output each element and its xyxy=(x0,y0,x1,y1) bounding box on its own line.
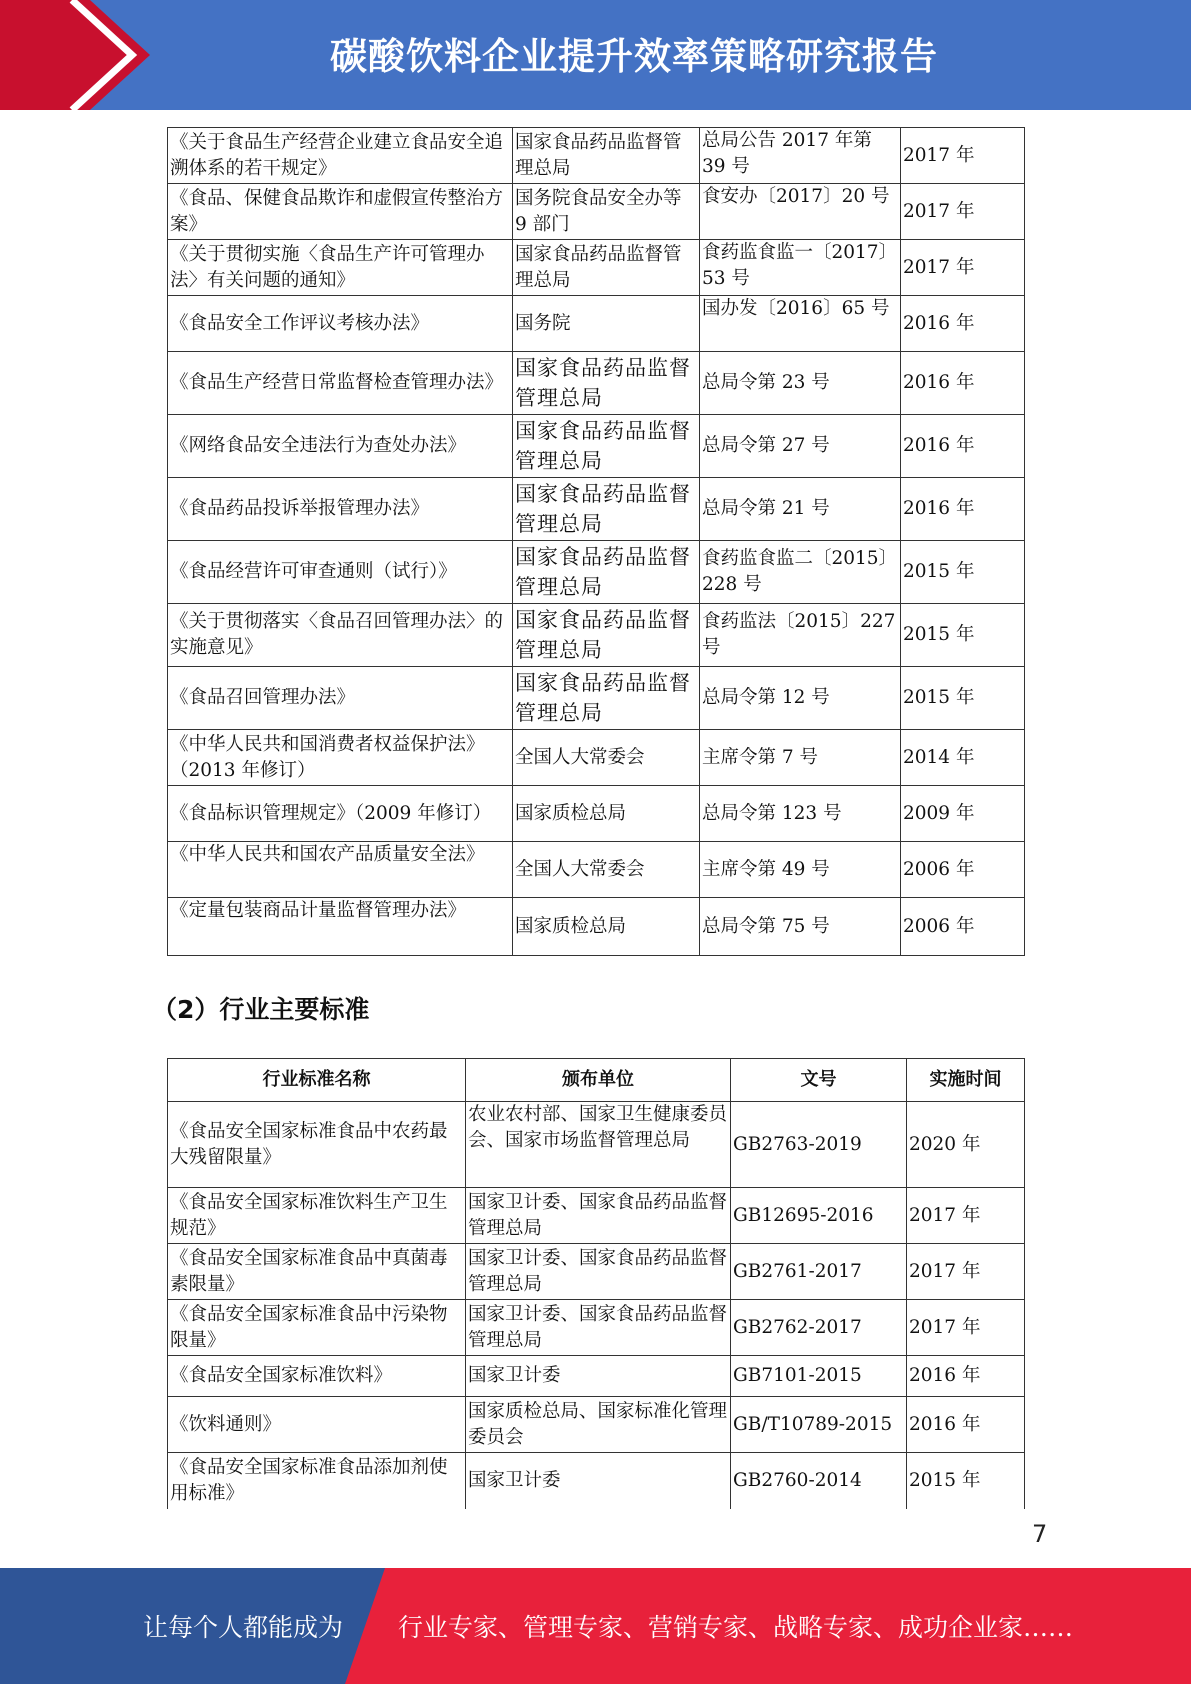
table-row xyxy=(168,604,1025,667)
page-number: 7 xyxy=(1032,1520,1048,1548)
standard-date: 2016 年 xyxy=(907,1356,1025,1397)
regulation-name: 《食品经营许可审查通则（试行）》 xyxy=(168,541,513,604)
regulation-issuer: 国家食品药品监督管理总局 xyxy=(513,667,700,730)
regulation-issuer: 国家食品药品监督管理总局 xyxy=(513,478,700,541)
regulation-number: 总局令第 23 号 xyxy=(700,352,901,415)
regulation-issuer: 国务院 xyxy=(513,296,700,352)
table-row xyxy=(168,1356,1025,1397)
standard-number: GB2760-2014 xyxy=(731,1453,907,1509)
standard-issuer: 国家卫计委、国家食品药品监督管理总局 xyxy=(466,1300,731,1356)
regulation-number: 主席令第 49 号 xyxy=(700,842,901,898)
table-row xyxy=(168,1188,1025,1244)
regulation-name: 《中华人民共和国农产品质量安全法》 xyxy=(168,842,513,898)
table-row xyxy=(168,842,1025,898)
regulation-issuer: 国家食品药品监督管理总局 xyxy=(513,352,700,415)
standard-name: 《食品安全国家标准食品中农药最大残留限量》 xyxy=(168,1102,466,1188)
regulation-issuer: 国家食品药品监督管理总局 xyxy=(513,604,700,667)
regulation-issuer: 国务院食品安全办等 9 部门 xyxy=(513,184,700,240)
page-footer xyxy=(0,1568,1191,1684)
standard-number: GB2762-2017 xyxy=(731,1300,907,1356)
regulation-number: 国办发〔2016〕65 号 xyxy=(700,296,901,352)
header-arrow-decoration xyxy=(0,0,150,110)
regulation-year: 2015 年 xyxy=(901,667,1025,730)
table-row xyxy=(168,240,1025,296)
standard-issuer: 国家卫计委 xyxy=(466,1356,731,1397)
standard-issuer: 农业农村部、国家卫生健康委员会、国家市场监督管理总局 xyxy=(466,1102,731,1188)
standard-number: GB12695-2016 xyxy=(731,1188,907,1244)
standards-table xyxy=(167,1058,1025,1509)
table-row xyxy=(168,1102,1025,1188)
regulation-number: 食药监食监一〔2017〕53 号 xyxy=(700,240,901,296)
regulation-issuer: 国家质检总局 xyxy=(513,898,700,956)
regulation-year: 2015 年 xyxy=(901,541,1025,604)
page-header xyxy=(0,0,1191,110)
regulation-number: 食药监法〔2015〕227 号 xyxy=(700,604,901,667)
standard-date: 2016 年 xyxy=(907,1397,1025,1453)
regulations-table xyxy=(167,127,1025,956)
regulation-name: 《食品安全工作评议考核办法》 xyxy=(168,296,513,352)
footer-slogan-right: 行业专家、管理专家、营销专家、战略专家、成功企业家…… xyxy=(398,1613,1074,1642)
standard-name: 《食品安全国家标准食品中真菌毒素限量》 xyxy=(168,1244,466,1300)
regulation-number: 总局令第 12 号 xyxy=(700,667,901,730)
regulation-number: 总局令第 123 号 xyxy=(700,786,901,842)
regulation-year: 2006 年 xyxy=(901,898,1025,956)
standard-name: 《食品安全国家标准饮料生产卫生规范》 xyxy=(168,1188,466,1244)
standard-date: 2017 年 xyxy=(907,1300,1025,1356)
table-row xyxy=(168,352,1025,415)
regulation-number: 食安办〔2017〕20 号 xyxy=(700,184,901,240)
regulation-issuer: 全国人大常委会 xyxy=(513,842,700,898)
regulation-year: 2014 年 xyxy=(901,730,1025,786)
standard-date: 2017 年 xyxy=(907,1244,1025,1300)
table-row xyxy=(168,1244,1025,1300)
report-title: 碳酸饮料企业提升效率策略研究报告 xyxy=(330,35,938,78)
standard-name: 《食品安全国家标准饮料》 xyxy=(168,1356,466,1397)
regulation-name: 《定量包装商品计量监督管理办法》 xyxy=(168,898,513,956)
regulation-number: 总局公告 2017 年第 39 号 xyxy=(700,128,901,184)
regulation-name: 《关于贯彻落实〈食品召回管理办法〉的实施意见》 xyxy=(168,604,513,667)
table-row xyxy=(168,128,1025,184)
regulation-year: 2016 年 xyxy=(901,415,1025,478)
regulation-year: 2016 年 xyxy=(901,296,1025,352)
table-row xyxy=(168,667,1025,730)
regulation-year: 2017 年 xyxy=(901,128,1025,184)
standard-date: 2020 年 xyxy=(907,1102,1025,1188)
regulation-year: 2015 年 xyxy=(901,604,1025,667)
standard-number: GB7101-2015 xyxy=(731,1356,907,1397)
regulation-issuer: 国家食品药品监督管理总局 xyxy=(513,128,700,184)
regulation-year: 2017 年 xyxy=(901,184,1025,240)
table-row xyxy=(168,730,1025,786)
table-row xyxy=(168,184,1025,240)
column-header-number: 文号 xyxy=(731,1059,907,1102)
standard-date: 2015 年 xyxy=(907,1453,1025,1509)
regulation-issuer: 国家质检总局 xyxy=(513,786,700,842)
standard-issuer: 国家卫计委、国家食品药品监督管理总局 xyxy=(466,1244,731,1300)
regulation-name: 《食品生产经营日常监督检查管理办法》 xyxy=(168,352,513,415)
regulation-name: 《网络食品安全违法行为查处办法》 xyxy=(168,415,513,478)
standard-date: 2017 年 xyxy=(907,1188,1025,1244)
standard-number: GB2763-2019 xyxy=(731,1102,907,1188)
table-row xyxy=(168,1300,1025,1356)
table-header-row xyxy=(168,1059,1025,1102)
regulation-number: 总局令第 21 号 xyxy=(700,478,901,541)
regulation-name: 《中华人民共和国消费者权益保护法》（2013 年修订） xyxy=(168,730,513,786)
table-row xyxy=(168,478,1025,541)
regulation-year: 2016 年 xyxy=(901,478,1025,541)
standard-name: 《饮料通则》 xyxy=(168,1397,466,1453)
standard-number: GB2761-2017 xyxy=(731,1244,907,1300)
regulation-year: 2006 年 xyxy=(901,842,1025,898)
regulation-year: 2017 年 xyxy=(901,240,1025,296)
table-row xyxy=(168,541,1025,604)
regulation-issuer: 国家食品药品监督管理总局 xyxy=(513,415,700,478)
column-header-issuer: 颁布单位 xyxy=(466,1059,731,1102)
regulation-name: 《关于食品生产经营企业建立食品安全追溯体系的若干规定》 xyxy=(168,128,513,184)
regulation-number: 食药监食监二〔2015〕228 号 xyxy=(700,541,901,604)
table-row xyxy=(168,415,1025,478)
table-row xyxy=(168,898,1025,956)
regulation-year: 2009 年 xyxy=(901,786,1025,842)
standard-issuer: 国家质检总局、国家标准化管理委员会 xyxy=(466,1397,731,1453)
standard-number: GB/T10789-2015 xyxy=(731,1397,907,1453)
regulation-number: 总局令第 27 号 xyxy=(700,415,901,478)
regulation-name: 《关于贯彻实施〈食品生产许可管理办法〉有关问题的通知》 xyxy=(168,240,513,296)
column-header-date: 实施时间 xyxy=(907,1059,1025,1102)
section-heading: （2）行业主要标准 xyxy=(152,995,370,1024)
regulation-number: 主席令第 7 号 xyxy=(700,730,901,786)
standard-issuer: 国家卫计委 xyxy=(466,1453,731,1509)
table-row xyxy=(168,1397,1025,1453)
regulation-number: 总局令第 75 号 xyxy=(700,898,901,956)
regulation-name: 《食品、保健食品欺诈和虚假宣传整治方案》 xyxy=(168,184,513,240)
regulation-issuer: 全国人大常委会 xyxy=(513,730,700,786)
regulation-name: 《食品药品投诉举报管理办法》 xyxy=(168,478,513,541)
table-row xyxy=(168,296,1025,352)
table-row xyxy=(168,1453,1025,1509)
regulation-name: 《食品标识管理规定》（2009 年修订） xyxy=(168,786,513,842)
footer-slogan-left: 让每个人都能成为 xyxy=(143,1613,344,1642)
table-row xyxy=(168,786,1025,842)
standard-name: 《食品安全国家标准食品添加剂使用标准》 xyxy=(168,1453,466,1509)
regulation-year: 2016 年 xyxy=(901,352,1025,415)
regulation-issuer: 国家食品药品监督管理总局 xyxy=(513,240,700,296)
regulation-name: 《食品召回管理办法》 xyxy=(168,667,513,730)
standard-name: 《食品安全国家标准食品中污染物限量》 xyxy=(168,1300,466,1356)
column-header-name: 行业标准名称 xyxy=(168,1059,466,1102)
standard-issuer: 国家卫计委、国家食品药品监督管理总局 xyxy=(466,1188,731,1244)
regulation-issuer: 国家食品药品监督管理总局 xyxy=(513,541,700,604)
